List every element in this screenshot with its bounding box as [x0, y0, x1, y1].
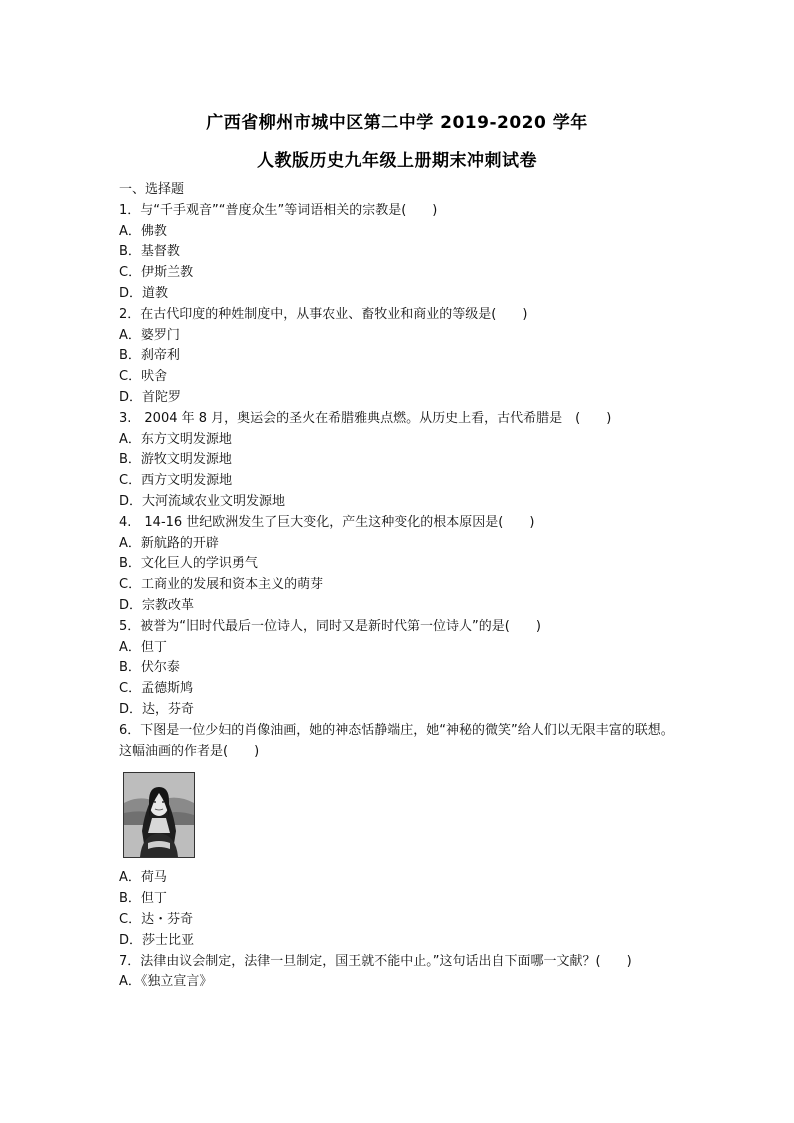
question-1-option-d: D．道教 [119, 285, 169, 301]
question-6-option-b: B．但丁 [119, 891, 167, 907]
question-1-option-b: B．基督教 [119, 244, 180, 260]
question-5-option-b: B．伏尔泰 [119, 660, 180, 676]
section-label: 一、选择题 [119, 182, 185, 197]
question-3-stem: 3. 2004 年 8 月，奥运会的圣火在希腊雅典点燃。从历史上看，古代希腊是 ( ) [119, 410, 612, 426]
question-2-stem: 2．在古代印度的种姓制度中，从事农业、畜牧业和商业的等级是( ) [119, 306, 528, 322]
mona-lisa-portrait-image [123, 772, 195, 858]
question-5-stem: 5．被誉为“旧时代最后一位诗人，同时又是新时代第一位诗人”的是( ) [119, 618, 541, 634]
question-4-option-b: B．文化巨人的学识勇气 [119, 556, 258, 572]
question-4-option-a: A．新航路的开辟 [119, 535, 219, 551]
question-6-option-a: A．荷马 [119, 870, 167, 886]
document-title-line-2: 人教版历史九年级上册期末冲刺试卷 [257, 151, 537, 171]
question-3-option-c: C．西方文明发源地 [119, 473, 233, 489]
question-4-stem: 4. 14-16 世纪欧洲发生了巨大变化，产生这种变化的根本原因是( ) [119, 514, 535, 530]
question-5-option-a: A．但丁 [119, 639, 167, 655]
question-2-option-d: D．首陀罗 [119, 389, 182, 405]
question-6-stem: 6．下图是一位少妇的肖像油画，她的神态恬静端庄，她“神秘的微笑”给人们以无限丰富的联想。这幅油画的作者是( ) [119, 722, 674, 759]
question-2-option-b: B．刹帝利 [119, 348, 180, 364]
question-3-option-a: A．东方文明发源地 [119, 431, 232, 447]
question-content [119, 180, 679, 993]
question-2-option-a: A．婆罗门 [119, 327, 180, 343]
question-1-stem: 1．与“千手观音”“普度众生”等词语相关的宗教是( ) [119, 202, 438, 218]
question-3-option-b: B．游牧文明发源地 [119, 452, 232, 468]
question-5-option-c: C．孟德斯鸠 [119, 681, 194, 697]
question-3-option-d: D．大河流域农业文明发源地 [119, 493, 286, 509]
portrait-drawing [124, 773, 194, 857]
question-4-option-c: C．工商业的发展和资本主义的萌芽 [119, 577, 324, 593]
question-7-stem: 7．法律由议会制定，法律一旦制定，国王就不能中止。”这句话出自下面哪一文献？( ) [119, 953, 632, 969]
question-2-option-c: C．吠舍 [119, 369, 168, 385]
question-5-option-d: D．达，芬奇 [119, 701, 195, 717]
question-6-option-c: C．达・芬奇 [119, 911, 194, 927]
question-6-option-d: D．莎士比亚 [119, 932, 195, 948]
question-1-option-c: C．伊斯兰教 [119, 265, 194, 281]
question-4-option-d: D．宗教改革 [119, 597, 195, 613]
question-1-option-a: A．佛教 [119, 223, 167, 239]
document-title-line-1: 广西省柳州市城中区第二中学 2019-2020 学年 [206, 113, 588, 133]
question-7-option-a: A．《独立宣言》 [119, 974, 213, 990]
